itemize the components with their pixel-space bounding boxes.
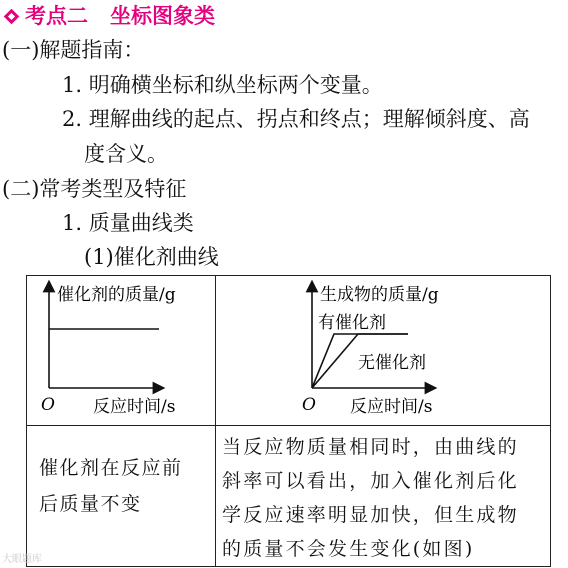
diamond-bullet-icon: [4, 8, 20, 24]
right-graph-cell: [216, 276, 551, 426]
section1-title: (一)解题指南：: [2, 38, 145, 62]
left-x-label: 反应时间/s: [93, 397, 176, 417]
label-with-catalyst: 有催化剂: [318, 313, 386, 333]
right-graph: [216, 276, 550, 421]
left-y-label: 催化剂的质量/g: [57, 285, 176, 305]
heading-part2: 坐标图象类: [110, 4, 215, 28]
section1-item2-line1: 2. 理解曲线的起点、拐点和终点；理解倾斜度、高: [62, 107, 530, 131]
section1-item2-line2: 度含义。: [84, 142, 168, 166]
right-desc-line1: 当反应物质量相同时，由曲线的: [222, 436, 519, 458]
label-without-catalyst: 无催化剂: [358, 353, 426, 373]
watermark: 大眼题库: [2, 554, 42, 565]
right-x-label: 反应时间/s: [350, 397, 433, 417]
left-graph: [27, 276, 215, 421]
left-desc-line2: 后质量不变: [39, 493, 142, 515]
left-desc-cell: [27, 426, 216, 567]
right-desc-line2: 斜率可以看出，加入催化剂后化: [222, 470, 519, 492]
right-origin: O: [302, 395, 316, 415]
section2-title: (二)常考类型及特征: [2, 177, 187, 201]
section1-item1: 1. 明确横坐标和纵坐标两个变量。: [62, 73, 383, 97]
right-desc-line3: 学反应速率明显加快，但生成物: [222, 504, 519, 526]
section2-item1: 1. 质量曲线类: [62, 211, 194, 235]
section-heading: [0, 3, 215, 29]
right-y-label: 生成物的质量/g: [320, 285, 439, 305]
left-graph-cell: [27, 276, 216, 426]
heading-part1: 考点二: [25, 4, 88, 28]
left-desc-line1: 催化剂在反应前: [39, 457, 183, 479]
right-desc-cell: [216, 426, 551, 567]
catalyst-table: [26, 275, 551, 567]
left-origin: O: [41, 395, 55, 415]
section2-sub1: (1)催化剂曲线: [84, 245, 219, 269]
right-desc-line4: 的质量不会发生变化(如图): [222, 538, 475, 560]
